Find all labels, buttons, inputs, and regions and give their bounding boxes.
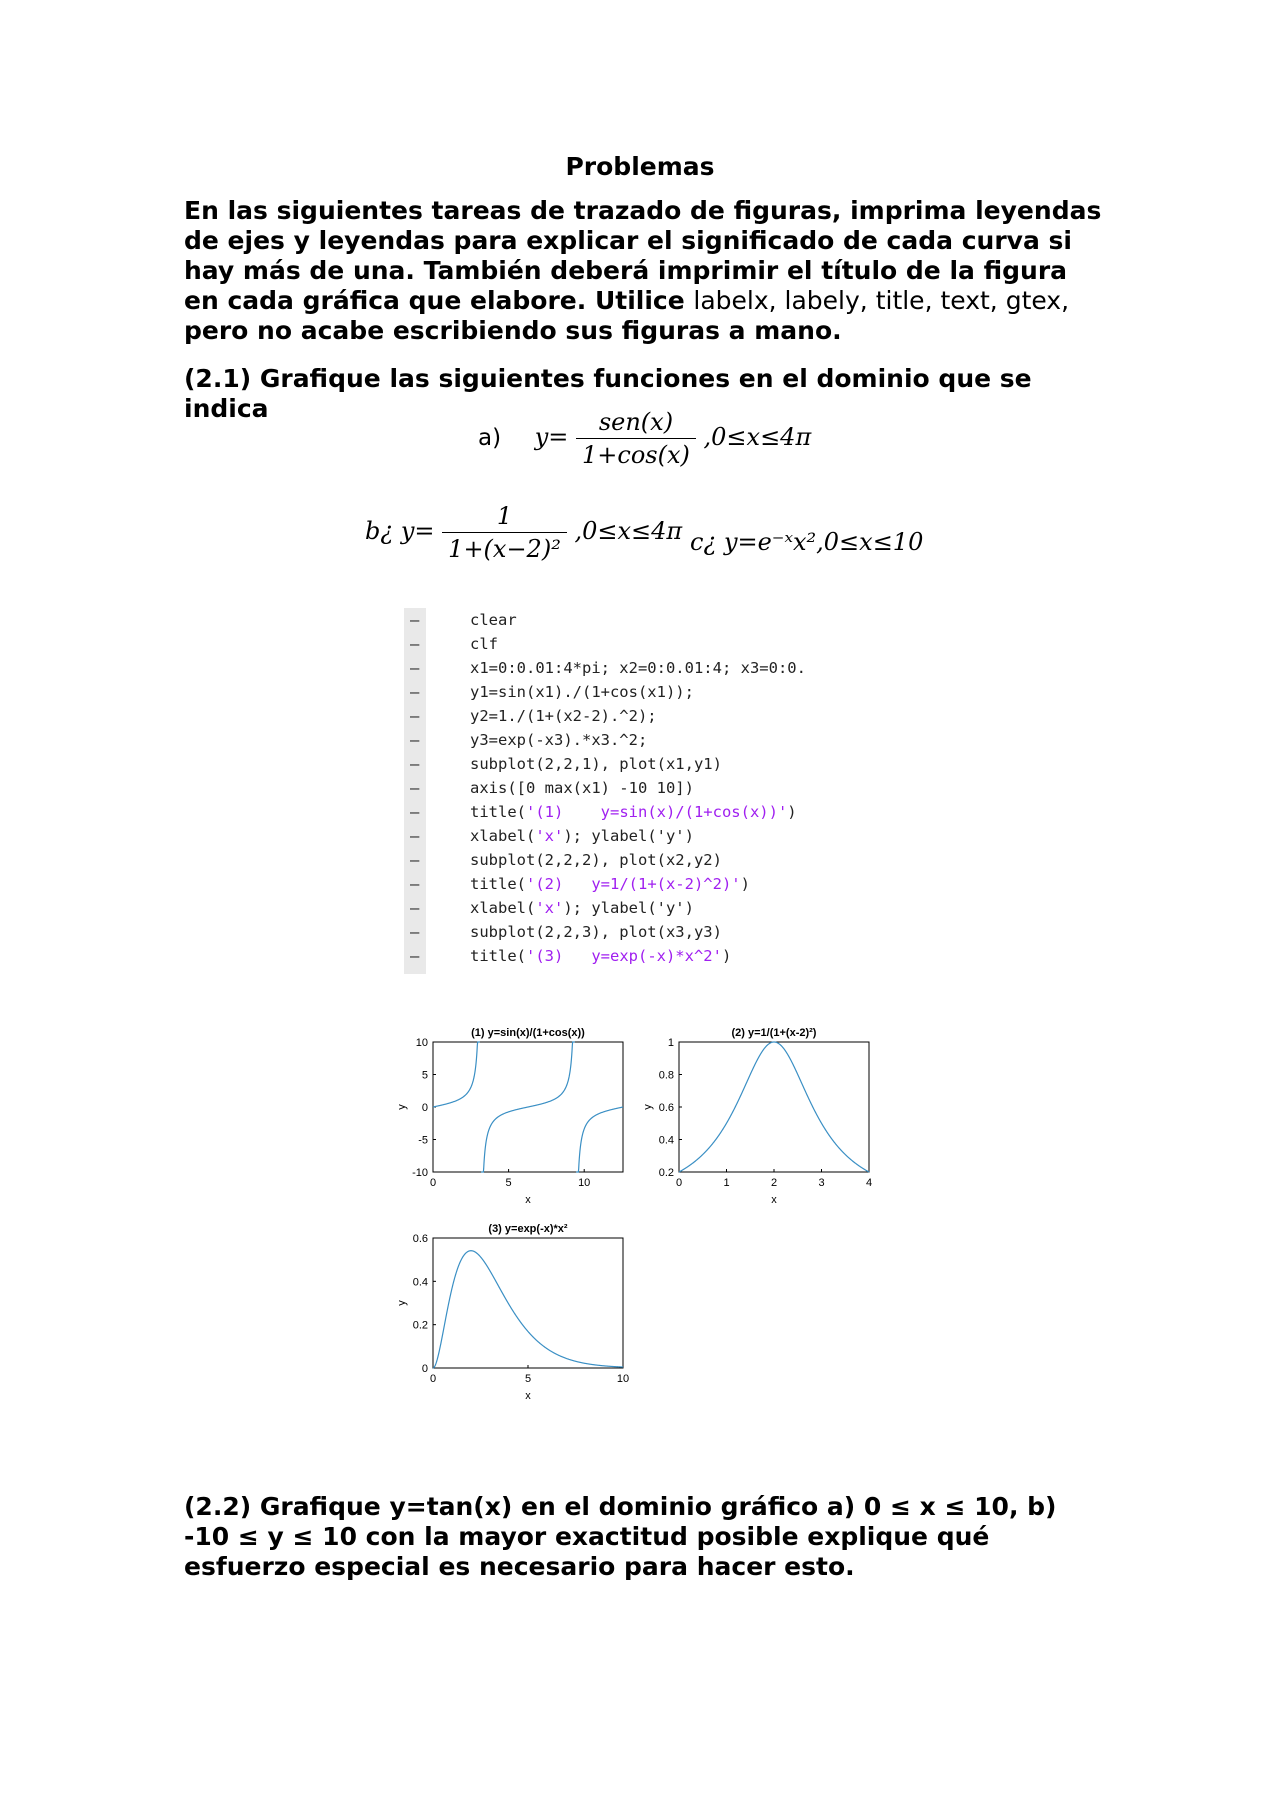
y-tick-label: 0.4 — [658, 1134, 674, 1147]
formula-a-lhs: y= — [534, 423, 569, 451]
code-line-marker: – — [410, 683, 420, 701]
x-tick-label: 5 — [524, 1373, 532, 1385]
code-line — [404, 752, 904, 776]
x-tick-label: 4 — [865, 1177, 873, 1189]
formula-c: c¿ y=e⁻ˣx²,0≤x≤10 — [690, 528, 924, 556]
x-tick-label: 5 — [505, 1177, 512, 1189]
formula-a — [478, 408, 811, 469]
x-tick-label: 0 — [429, 1177, 437, 1189]
code-line-text: axis([0 max(x1) -10 10]) — [470, 779, 694, 797]
intro-paragraph — [184, 196, 1104, 346]
formula-a-fraction — [576, 408, 696, 469]
code-line-text: y1=sin(x1)./(1+cos(x1)); — [470, 683, 694, 701]
code-line-text: title('(3) y=exp(-x)*x^2') — [470, 947, 732, 965]
plot-title: (2) y=1/(1+(x-2)²) — [731, 1027, 817, 1039]
code-line-text: clf — [470, 635, 498, 653]
problem-2-2-paragraph: (2.2) Grafique y=tan(x) en el dominio gráfico a) 0 ≤ x ≤ 10, b) -10 ≤ y ≤ 10 con la mayor exactitud posible explique qué esfuerzo especial es necesario para hacer esto. — [184, 1492, 1057, 1581]
problem-2-1-heading: (2.1) Grafique las siguientes funciones en el dominio que se indica — [184, 364, 1032, 423]
code-line — [404, 728, 904, 752]
code-line-text: xlabel('x'); ylabel('y') — [470, 899, 694, 917]
code-line-marker: – — [410, 947, 420, 965]
y-tick-label: 0.2 — [658, 1167, 674, 1179]
y-axis-label: y — [396, 1104, 408, 1110]
code-line-text: title('(2) y=1/(1+(x-2)^2)') — [470, 875, 750, 893]
code-line-marker: – — [410, 755, 420, 773]
code-line — [404, 920, 904, 944]
code-line — [404, 680, 904, 704]
y-tick-label: 0.2 — [412, 1319, 428, 1332]
code-line-marker: – — [410, 923, 420, 941]
code-line — [404, 872, 904, 896]
code-line — [404, 632, 904, 656]
code-line — [404, 944, 904, 968]
code-line-marker: – — [410, 659, 420, 677]
code-line — [404, 656, 904, 680]
y-tick-label: 0.6 — [658, 1102, 674, 1114]
intro-bold-1: En las siguientes tareas de trazado de figuras, imprima leyendas de ejes y leyendas para explicar el significado de cada curva si hay más de una. También deberá imprimir el título de la figura en cada gráfica que elabore. Utilice — [184, 196, 1102, 315]
y-tick-label: 0 — [421, 1363, 428, 1375]
code-line-marker: – — [410, 611, 420, 629]
plot-title: (1) y=sin(x)/(1+cos(x)) — [471, 1027, 585, 1039]
intro-normal: labelx, labely, title, text, gtex, — [693, 286, 1070, 315]
plot-axes-box — [679, 1042, 869, 1172]
page-title: Problemas — [565, 152, 715, 181]
code-line-marker: – — [410, 731, 420, 749]
formula-b-denominator: 1+(x−2)² — [448, 535, 561, 563]
code-line-text: title('(1) y=sin(x)/(1+cos(x))') — [470, 803, 797, 821]
formula-a-numerator: sen(x) — [576, 408, 696, 439]
code-line-marker: – — [410, 707, 420, 725]
y-tick-label: 0.8 — [658, 1069, 674, 1082]
plots-figure — [395, 1020, 875, 1434]
x-axis-label: x — [771, 1194, 777, 1206]
code-line-text: subplot(2,2,1), plot(x1,y1) — [470, 755, 722, 773]
y-tick-label: -10 — [412, 1167, 428, 1179]
formula-a-range: ,0≤x≤4π — [703, 423, 812, 451]
y-axis-label: y — [396, 1300, 408, 1306]
y-tick-label: 0.6 — [412, 1233, 428, 1245]
code-line — [404, 704, 904, 728]
x-axis-label: x — [525, 1194, 531, 1206]
x-tick-label: 3 — [818, 1177, 825, 1189]
formula-a-denominator: 1+cos(x) — [582, 441, 690, 469]
formula-b-fraction — [442, 502, 567, 563]
plot-axes-box — [433, 1238, 623, 1368]
code-line — [404, 848, 904, 872]
code-line — [404, 776, 904, 800]
plots-svg — [395, 1020, 875, 1430]
y-tick-label: 10 — [415, 1037, 428, 1049]
code-line — [404, 896, 904, 920]
code-line-marker: – — [410, 899, 420, 917]
code-line-marker: – — [410, 803, 420, 821]
y-axis-label: y — [642, 1104, 654, 1110]
x-tick-label: 2 — [770, 1177, 778, 1189]
y-tick-label: 5 — [421, 1069, 428, 1082]
y-tick-label: -5 — [418, 1134, 428, 1147]
code-line-text: clear — [470, 611, 517, 629]
intro-bold-2: pero no acabe escribiendo sus figuras a mano. — [184, 316, 842, 345]
x-tick-label: 0 — [429, 1373, 437, 1385]
x-tick-label: 10 — [578, 1177, 591, 1189]
code-line-marker: – — [410, 827, 420, 845]
code-listing — [404, 608, 904, 974]
code-line — [404, 824, 904, 848]
formula-a-label: a) — [478, 425, 502, 451]
x-tick-label: 1 — [723, 1177, 730, 1189]
code-line-text: y2=1./(1+(x2-2).^2); — [470, 707, 657, 725]
y-tick-label: 1 — [667, 1037, 674, 1049]
code-line-text: xlabel('x'); ylabel('y') — [470, 827, 694, 845]
y-tick-label: 0 — [421, 1102, 428, 1114]
code-line-text: subplot(2,2,3), plot(x3,y3) — [470, 923, 722, 941]
x-axis-label: x — [525, 1390, 531, 1402]
code-line-text: x1=0:0.01:4*pi; x2=0:0.01:4; x3=0:0. — [470, 659, 806, 677]
code-line-marker: – — [410, 635, 420, 653]
code-line-marker: – — [410, 851, 420, 869]
y-tick-label: 0.4 — [412, 1276, 428, 1289]
formula-b-range: ,0≤x≤4π — [574, 517, 683, 545]
x-tick-label: 10 — [616, 1373, 630, 1385]
code-line-marker: – — [410, 875, 420, 893]
code-line-marker: – — [410, 779, 420, 797]
formula-b — [365, 502, 682, 563]
plot-title: (3) y=exp(-x)*x² — [488, 1223, 568, 1235]
code-line-text: y3=exp(-x3).*x3.^2; — [470, 731, 648, 749]
code-line — [404, 800, 904, 824]
formula-b-lhs: b¿ y= — [365, 517, 435, 545]
formula-b-numerator: 1 — [442, 502, 567, 533]
code-line — [404, 608, 904, 632]
code-line-text: subplot(2,2,2), plot(x2,y2) — [470, 851, 722, 869]
x-tick-label: 0 — [675, 1177, 683, 1189]
